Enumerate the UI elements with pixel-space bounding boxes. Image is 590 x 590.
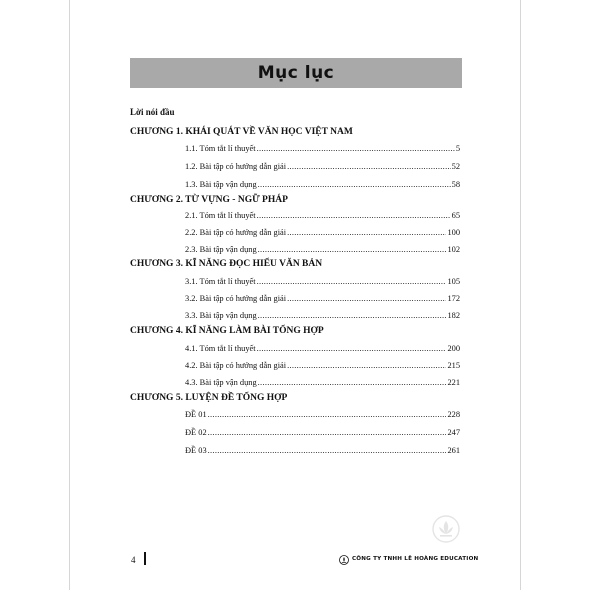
toc-entry-page: 182: [447, 311, 460, 320]
toc-entry-page: 200: [447, 344, 460, 353]
toc-entry-label: ĐỀ 02: [185, 428, 207, 437]
toc-entry-page: 5: [455, 144, 460, 153]
toc-entry-page: 228: [447, 410, 460, 419]
toc-entry-label: ĐỀ 01: [185, 410, 207, 419]
toc-entry-label: 3.2. Bài tập có hướng dẫn giải: [185, 294, 287, 303]
chapter-2-heading[interactable]: CHƯƠNG 2. TỪ VỰNG - NGỮ PHÁP: [130, 195, 288, 205]
intro-entry[interactable]: Lời nói đầu: [130, 107, 175, 117]
chapter-1-heading[interactable]: CHƯƠNG 1. KHÁI QUÁT VỀ VĂN HỌC VIỆT NAM: [130, 127, 353, 137]
toc-entry-label: 4.3. Bài tập vận dụng: [185, 378, 257, 387]
dot-leader: [287, 162, 451, 172]
toc-entry-page: 105: [447, 277, 460, 286]
chapter-4-heading[interactable]: CHƯƠNG 4. KĨ NĂNG LÀM BÀI TỔNG HỢP: [130, 326, 324, 336]
toc-entry[interactable]: [185, 311, 460, 321]
lotus-logo-icon: [339, 555, 349, 565]
toc-entry[interactable]: [185, 378, 460, 388]
toc-entry[interactable]: [185, 277, 460, 287]
chapter-5-heading[interactable]: CHƯƠNG 5. LUYỆN ĐỀ TỔNG HỢP: [130, 393, 288, 403]
toc-entry-page: 215: [447, 361, 460, 370]
dot-leader: [258, 245, 447, 255]
toc-entry-label: 4.2. Bài tập có hướng dẫn giải: [185, 361, 287, 370]
toc-entry[interactable]: [185, 144, 460, 154]
toc-entry-page: 221: [447, 378, 460, 387]
chapter-3-heading[interactable]: CHƯƠNG 3. KĨ NĂNG ĐỌC HIỂU VĂN BẢN: [130, 259, 323, 269]
toc-entry[interactable]: [185, 361, 460, 371]
dot-leader: [258, 378, 447, 388]
toc-entry-label: 2.3. Bài tập vận dụng: [185, 245, 257, 254]
toc-entry-label: 1.1. Tóm tắt lí thuyết: [185, 144, 256, 153]
toc-entry-page: 102: [447, 245, 460, 254]
dot-leader: [208, 428, 447, 438]
toc-entry-label: 3.3. Bài tập vận dụng: [185, 311, 257, 320]
toc-entry-page: 247: [447, 428, 460, 437]
toc-entry[interactable]: [185, 245, 460, 255]
dot-leader: [257, 277, 447, 287]
toc-entry-label: ĐỀ 03: [185, 446, 207, 455]
toc-entry[interactable]: [185, 428, 460, 438]
toc-entry-page: 65: [451, 211, 460, 220]
toc-entry-label: 2.1. Tóm tắt lí thuyết: [185, 211, 256, 220]
dot-leader: [287, 228, 446, 238]
dot-leader: [208, 410, 447, 420]
toc-entry-page: 52: [451, 162, 460, 171]
toc-entry-label: 1.3. Bài tập vận dụng: [185, 180, 257, 189]
toc-entry-label: 4.1. Tóm tắt lí thuyết: [185, 344, 256, 353]
dot-leader: [257, 344, 447, 354]
dot-leader: [257, 144, 455, 154]
toc-entry-page: 172: [447, 294, 460, 303]
dot-leader: [208, 446, 447, 456]
toc-entry[interactable]: [185, 162, 460, 172]
toc-entry[interactable]: [185, 344, 460, 354]
toc-entry-page: 261: [447, 446, 460, 455]
toc-entry-label: 1.2. Bài tập có hướng dẫn giải: [185, 162, 287, 171]
page-edge-right: [520, 0, 521, 590]
dot-leader: [287, 294, 446, 304]
page-number: 4: [131, 555, 136, 565]
toc-entry-page: 58: [451, 180, 460, 189]
toc-entry-label: 3.1. Tóm tắt lí thuyết: [185, 277, 256, 286]
footer-divider: [144, 552, 146, 565]
toc-entry[interactable]: [185, 410, 460, 420]
lotus-watermark-icon: [432, 515, 460, 543]
dot-leader: [258, 311, 447, 321]
dot-leader: [257, 211, 451, 221]
toc-entry[interactable]: [185, 294, 460, 304]
toc-entry[interactable]: [185, 180, 460, 190]
toc-entry[interactable]: [185, 446, 460, 456]
toc-title-bar: [130, 58, 462, 88]
toc-entry-label: 2.2. Bài tập có hướng dẫn giải: [185, 228, 287, 237]
toc-entry-page: 100: [447, 228, 460, 237]
toc-title: Mục lục: [257, 63, 335, 83]
dot-leader: [258, 180, 451, 190]
page-edge-left: [69, 0, 70, 590]
dot-leader: [287, 361, 446, 371]
company-name: CÔNG TY TNHH LÊ HOÀNG EDUCATION: [352, 556, 479, 562]
toc-entry[interactable]: [185, 211, 460, 221]
toc-entry[interactable]: [185, 228, 460, 238]
